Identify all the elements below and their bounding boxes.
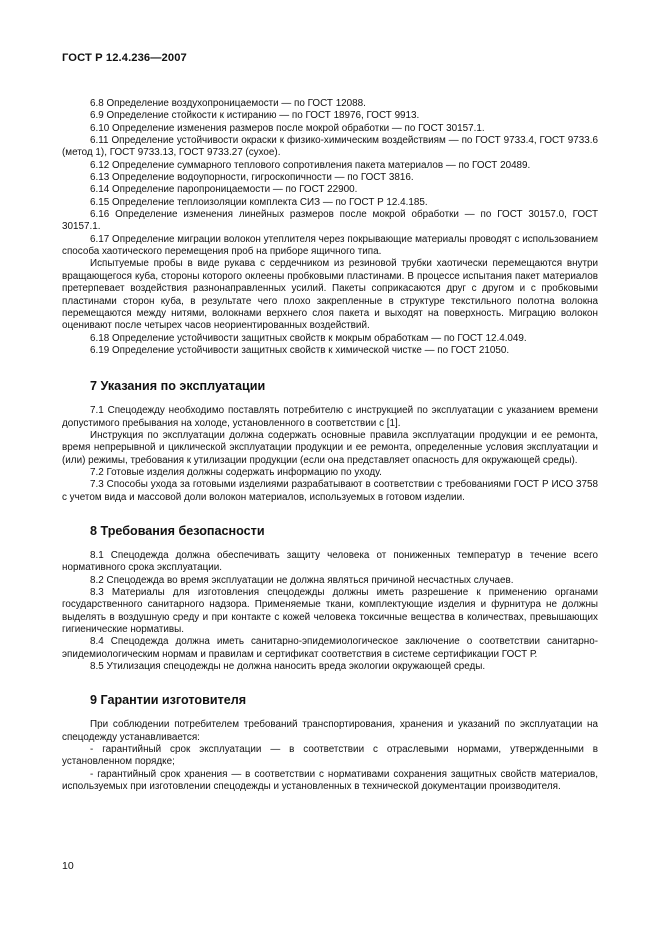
paragraph-6-11: 6.11 Определение устойчивости окраски к физико-химическим воздействиям — по ГОСТ 9733.4, ГОСТ 9733.6 (метод 1), ГОСТ 9733.13, ГОСТ 9733.27 (сухое). xyxy=(62,135,598,159)
section-8-heading: 8 Требования безопасности xyxy=(90,523,265,538)
paragraph-6-10: 6.10 Определение изменения размеров после мокрой обработки — по ГОСТ 30157.1. xyxy=(90,122,485,134)
document-header: ГОСТ Р 12.4.236—2007 xyxy=(62,52,187,64)
page-content xyxy=(62,98,598,793)
page-number: 10 xyxy=(62,860,74,872)
paragraph-7-1: 7.1 Спецодежду необходимо поставлять потребителю с инструкцией по эксплуатации с указанием времени допустимого пребывания на холоде, установленного в соответствии с [1]. xyxy=(62,405,598,429)
paragraph-6-8: 6.8 Определение воздухопроницаемости — по ГОСТ 12088. xyxy=(90,98,366,109)
paragraph-6-15: 6.15 Определение теплоизоляции комплекта СИЗ — по ГОСТ Р 12.4.185. xyxy=(90,196,428,208)
paragraph-6-13: 6.13 Определение водоупорности, гигроскопичности — по ГОСТ 3816. xyxy=(90,172,414,184)
paragraph-6-14: 6.14 Определение паропроницаемости — по ГОСТ 22900. xyxy=(90,184,358,196)
section-7-heading: 7 Указания по эксплуатации xyxy=(90,379,266,394)
paragraph-8-5: 8.5 Утилизация спецодежды не должна наносить вреда экологии окружающей среды. xyxy=(90,661,486,673)
paragraph-6-16: 6.16 Определение изменения линейных размеров после мокрой обработки — по ГОСТ 30157.0, ГОСТ 30157.1. xyxy=(62,209,598,233)
section-9-heading: 9 Гарантии изготовителя xyxy=(90,693,247,708)
bullet-warranty-storage: - гарантийный срок хранения — в соответствии с нормативами сохранения защитных свойств материалов, используемых при изготовлении спецодежды и установленных в технической документации производителя. xyxy=(62,768,598,793)
paragraph-6-9: 6.9 Определение стойкости к истиранию — по ГОСТ 18976, ГОСТ 9913. xyxy=(90,110,420,122)
paragraph-6-17: 6.17 Определение миграции волокон утеплителя через покрывающие материалы проводят с использованием способа хаотического перемещения проб на приборе ящичного типа. xyxy=(62,233,598,258)
bullet-warranty-operation: - гарантийный срок эксплуатации — в соответствии с отраслевыми нормами, утвержденными в установленном порядке; xyxy=(62,744,598,768)
paragraph-8-4: 8.4 Спецодежда должна иметь санитарно-эпидемиологическое заключение о соответствии санитарно-эпидемиологическим нормам и правилам и сертификат соответствия в системе сертификации ГОСТ Р. xyxy=(62,636,598,660)
paragraph-8-2: 8.2 Спецодежда во время эксплуатации не должна являться причиной несчастных случаев. xyxy=(90,574,514,586)
paragraph-test-description: Испытуемые пробы в виде рукава с сердечником из резиновой трубки хаотически перемещаются внутри вращающегося куба, стороны которого оклеены пробковыми пластинами. В процессе испытания пакет материалов претерпевает воздействия разнонаправленных усилий. Пакеты соприкасаются друг с другом и с пробковыми пластинами сторон куба, в результате чего плохо закрепленные в структуре текстильного полотна волокна перемещаются между нитями, волокнами верхнего слоя пакета и выходят на поверхность. Миграцию волокон оценивают после четырех часов неориентированных воздействий. xyxy=(62,258,598,332)
paragraph-6-18: 6.18 Определение устойчивости защитных свойств к мокрым обработкам — по ГОСТ 12.4.049. xyxy=(90,332,527,344)
paragraph-6-19: 6.19 Определение устойчивости защитных свойств к химической чистке — по ГОСТ 21050. xyxy=(90,344,510,356)
paragraph-instructions: Инструкция по эксплуатации должна содержать основные правила эксплуатации продукции и ее ремонта, время непрерывной и циклической эксплуатации продукции и ее ремонта, определенные условия эксплуатации и (или) режимы, требования к утилизации продукции (если она представляет опасность для окружающей среды). xyxy=(62,429,598,466)
paragraph-8-1: 8.1 Спецодежда должна обеспечивать защиту человека от пониженных температур в течение всего нормативного срока эксплуатации. xyxy=(62,549,598,574)
paragraph-6-12: 6.12 Определение суммарного теплового сопротивления пакета материалов — по ГОСТ 20489. xyxy=(90,159,531,171)
paragraph-7-3: 7.3 Способы ухода за готовыми изделиями разрабатывают в соответствии с требованиями ГОСТ Р ИСО 3758 с учетом вида и массовой доли волокон материалов, используемых в готовом изделии. xyxy=(62,479,598,503)
paragraph-8-3: 8.3 Материалы для изготовления спецодежды должны иметь разрешение к применению органами государственного санитарного надзора. Применяемые ткани, комплектующие изделия и фурнитура не должны выделять в воздушную среду и при контакте с кожей человека токсичные вещества в количествах, превышающих гигиенические нормативы. xyxy=(62,587,598,636)
paragraph-9-intro: При соблюдении потребителем требований транспортирования, хранения и указаний по эксплуатации на спецодежду устанавливается: xyxy=(62,719,598,743)
paragraph-7-2: 7.2 Готовые изделия должны содержать информацию по уходу. xyxy=(90,466,382,478)
